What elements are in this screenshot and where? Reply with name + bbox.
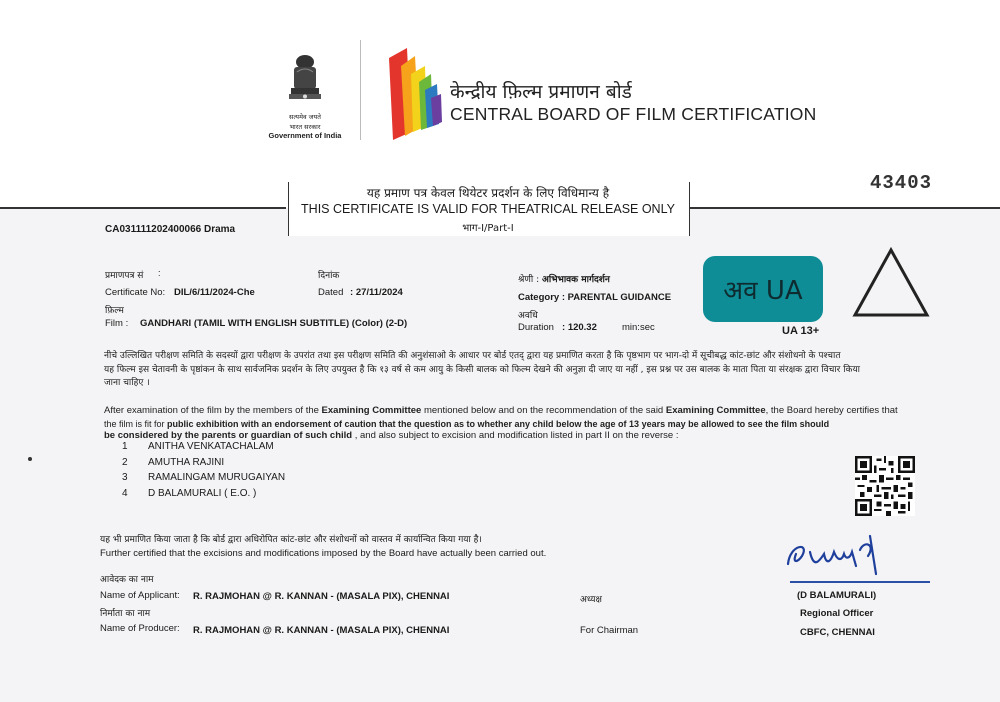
validity-part: भाग-I/Part-I (462, 223, 514, 234)
dot-mark (28, 457, 32, 461)
hindi-line-3: जाना चाहिए । (104, 378, 150, 388)
duration-number: 120.32 (567, 322, 597, 333)
cert-no-value: DIL/6/11/2024-Che (174, 287, 255, 298)
validity-english: THIS CERTIFICATE IS VALID FOR THEATRICAL RELEASE ONLY (301, 202, 675, 216)
category-label-hindi-text: श्रेणी (518, 275, 534, 285)
en-text: After examination of the film by the members of the (104, 405, 322, 416)
english-line-2 (104, 418, 904, 431)
officer-office: CBFC, CHENNAI (800, 627, 875, 638)
signature-icon (780, 530, 900, 582)
applicant-value: R. RAJMOHAN @ R. KANNAN - (MASALA PIX), CHENNAI (193, 591, 450, 602)
date-text: 27/11/2024 (355, 287, 403, 298)
producer-label: Name of Producer (100, 623, 178, 634)
en-bold: be considered by the parents or guardian of such child (104, 430, 353, 441)
english-line-1 (104, 405, 904, 418)
board-name-hindi: केन्द्रीय फ़िल्म प्रमाणन बोर्ड (450, 81, 632, 103)
applicant-label: Name of Applicant (100, 590, 178, 601)
emblem-english: Government of India (268, 131, 342, 140)
cert-no-label: Certificate No: (105, 287, 166, 298)
member-name: ANITHA VENKATACHALAM (148, 441, 274, 452)
en-text: the film is fit for (104, 418, 168, 429)
member-name: RAMALINGAM MURUGAIYAN (148, 472, 286, 483)
member-number: 4 (122, 488, 128, 499)
validity-hindi: यह प्रमाण पत्र केवल थियेटर प्रदर्शन के लिए विधिमान्य है (366, 186, 610, 200)
duration-value: : 120.32 (562, 322, 597, 333)
duration-label: Duration (518, 322, 554, 333)
english-paragraph (104, 405, 904, 443)
category-value-hindi: अभिभावक मार्गदर्शन (541, 275, 610, 285)
member-name: AMUTHA RAJINI (148, 457, 225, 468)
qr-code-icon (855, 456, 915, 516)
further-hindi: यह भी प्रमाणित किया जाता है कि बोर्ड द्वारा अधिरोपित कांट-छांट और संशोधनों को वास्तव में कार्यान्वित किया गया है। (100, 535, 482, 545)
officer-title: Regional Officer (800, 608, 874, 619)
film-value: GANDHARI (TAMIL WITH ENGLISH SUBTITLE) (Color) (2-D) (140, 318, 408, 329)
rating-badge: अव UA (703, 256, 823, 322)
signature-underline (790, 581, 930, 583)
film-label-hindi: फ़िल्म (105, 306, 124, 316)
chair-english: For Chairman (580, 625, 639, 636)
chair-hindi: अध्यक्ष (580, 595, 602, 605)
serial-number: 43403 (870, 172, 933, 194)
duration-label-hindi: अवधि (518, 311, 538, 321)
film-label: Film : (105, 318, 129, 329)
en-bold: Examining Committee (321, 405, 422, 416)
applicant-label-hindi: आवेदक का नाम (100, 575, 154, 585)
en-text: , the Board hereby certifies that (765, 405, 898, 416)
cert-no-label-hindi: प्रमाणपत्र सं (105, 271, 144, 281)
colon: : (177, 590, 180, 601)
left-rule (0, 207, 286, 209)
rating-label: UA 13+ (782, 325, 820, 337)
triangle-symbol-icon (850, 245, 932, 320)
category-label-hindi: श्रेणी : अभिभावक मार्गदर्शन (518, 275, 610, 285)
officer-name: (D BALAMURALI) (797, 590, 877, 601)
right-rule (690, 207, 1000, 209)
producer-label-hindi: निर्माता का नाम (100, 609, 151, 619)
en-text: , and also subject to excision and modification listed in part II on the reverse : (352, 430, 679, 441)
colon: : (177, 623, 180, 634)
hindi-line-2: यह फिल्म इस चेतावनी के पृष्ठांकन के साथ सार्वजनिक प्रदर्शन के लिए उपयुक्त है कि १३ वर्ष से कम आयु के किसी बालक को फिल्म देखने की अनुज्ञा दी जाए या नहीं , इस प्रश्न पर उस बालक के माता पिता या संरक्षक द्वारा विचार किया (104, 364, 861, 375)
further-english: Further certified that the excisions and modifications imposed by the Board have actually been carried out. (100, 548, 547, 559)
board-name-english: CENTRAL BOARD OF FILM CERTIFICATION (450, 104, 817, 124)
hindi-line-1: नीचे उल्लिखित परीक्षण समिति के सदस्यों द्वारा परीक्षण के उपरांत तथा इस परीक्षण समिति की अनुशंसाओ के आधार पर बोर्ड एतद् द्वारा यह प्रमाणित करता है कि पृष्ठभाग पर भाग-दो में सूचीबद्ध कांट-छांट और संशोधनो के पश्चात (104, 351, 841, 361)
category-line (518, 292, 671, 303)
member-number: 1 (122, 441, 128, 452)
en-text: mentioned below and on the recommendation of the said (421, 405, 666, 416)
en-bold: public exhibition with an endorsement of caution that the question as to whether any child below the age of 13 years may be allowed to see the film should (167, 418, 830, 429)
hindi-paragraph (104, 350, 904, 391)
emblem-hindi: भारत सरकार (289, 123, 321, 131)
member-number: 3 (122, 472, 128, 483)
member-name: D BALAMURALI ( E.O. ) (148, 488, 257, 499)
emblem-motto: सत्यमेव जयते (289, 113, 321, 121)
category-label: Category : (518, 292, 565, 303)
header-divider (360, 40, 361, 140)
category-value: PARENTAL GUIDANCE (567, 292, 672, 303)
cbfc-logo-icon (385, 44, 443, 144)
date-value: : 27/11/2024 (350, 287, 403, 298)
date-label: Dated (318, 287, 344, 298)
duration-unit: min:sec (622, 322, 655, 333)
national-emblem-icon (283, 52, 327, 112)
reference-code: CA031111202400066 Drama (105, 224, 236, 235)
date-label-hindi: दिनांक (318, 271, 340, 281)
colon: : (158, 268, 161, 278)
producer-value: R. RAJMOHAN @ R. KANNAN - (MASALA PIX), CHENNAI (193, 625, 450, 636)
en-bold: Examining Committee (665, 405, 766, 416)
member-number: 2 (122, 457, 128, 468)
